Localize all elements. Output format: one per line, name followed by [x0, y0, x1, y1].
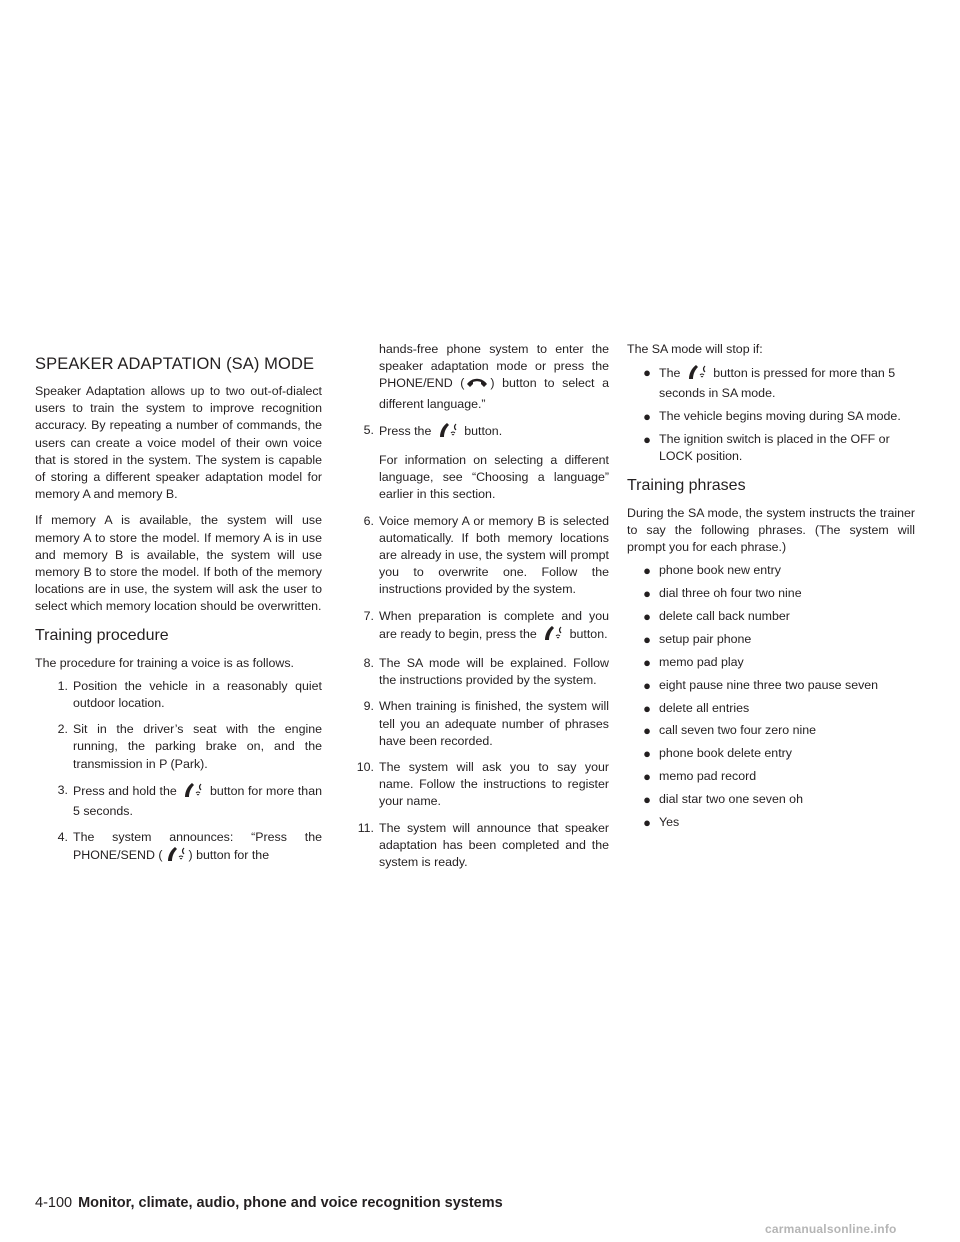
phrase-text: dial three oh four two nine — [659, 586, 802, 601]
step-text: The system will announce that speaker adaptation has been completed and the system is ready. — [379, 820, 609, 870]
phrase-text: memo pad record — [659, 769, 757, 784]
step-number: 7. — [363, 608, 374, 623]
step-text: When training is finished, the system will tell you an adequate number of phrases have been recorded. — [379, 699, 609, 748]
phrase-item — [627, 631, 915, 648]
phrase-item — [627, 722, 915, 739]
step-number: 2. — [57, 722, 68, 737]
step-1 — [35, 678, 322, 712]
stop-condition-2 — [627, 408, 915, 425]
stop-condition-1 — [627, 364, 915, 402]
phrase-item — [627, 562, 915, 579]
phone-talk-icon — [165, 846, 187, 867]
phrase-item — [627, 791, 915, 808]
step-text-part: hands-free phone system to enter the speaker adaptation mode or press the PHONE/END ( — [379, 342, 609, 391]
bullet-icon: ● — [643, 586, 651, 602]
phrases-intro: During the SA mode, the system instructs the trainer to say the following phrases. (The system will prompt you for each phrase.) — [627, 505, 915, 554]
step-2 — [35, 721, 322, 773]
section-heading: SPEAKER ADAPTATION (SA) MODE — [35, 355, 315, 373]
step-text-part: button for more than 5 seconds. — [73, 783, 322, 819]
phrase-text: phone book new entry — [659, 563, 781, 578]
step-text-part: ) button to select a different language.” — [379, 376, 609, 411]
step-number: 4. — [57, 830, 68, 845]
step-6 — [341, 513, 609, 599]
bullet-icon: ● — [643, 631, 651, 647]
phrase-text: phone book delete entry — [659, 746, 792, 761]
step-number: 3. — [57, 782, 68, 797]
bullet-icon: ● — [643, 432, 651, 448]
step-text-part: button. — [569, 626, 608, 641]
phrase-item — [627, 745, 915, 762]
bullet-icon: ● — [643, 792, 651, 808]
phrase-item — [627, 677, 915, 694]
phrase-item — [627, 768, 915, 785]
phone-talk-icon — [686, 364, 708, 385]
step-text — [379, 422, 609, 443]
bullet-text — [659, 364, 915, 402]
phrase-text: memo pad play — [659, 654, 744, 669]
step-4-continued — [341, 341, 609, 413]
phrase-text: call seven two four zero nine — [659, 723, 817, 738]
bullet-text: The ignition switch is placed in the OFF or LOCK position. — [659, 432, 890, 464]
phone-end-icon — [466, 376, 488, 395]
watermark: carmanualsonline.info — [765, 1222, 897, 1236]
step-text: The system will ask you to say your name. Follow the instructions to register your name. — [379, 760, 609, 809]
column-left — [35, 354, 322, 877]
phone-talk-icon — [182, 782, 204, 803]
step-text: Position the vehicle in a reasonably quiet outdoor location. — [73, 678, 322, 711]
stop-intro: The SA mode will stop if: — [627, 342, 763, 356]
bullet-icon: ● — [643, 769, 651, 785]
bullet-icon: ● — [643, 815, 651, 830]
bullet-icon: ● — [643, 746, 651, 762]
step-number: 6. — [363, 513, 374, 528]
phrase-item — [627, 814, 915, 831]
page-footer — [35, 1194, 503, 1212]
phrase-text: Yes — [659, 815, 680, 829]
step-text — [73, 782, 322, 820]
step-number: 11. — [357, 820, 374, 835]
phone-talk-icon — [437, 422, 459, 443]
step-text: Sit in the driver’s seat with the engine running, the parking brake on, and the transmission in P (Park). — [73, 722, 322, 771]
phrase-text: delete all entries — [659, 700, 750, 715]
bullet-icon: ● — [643, 409, 651, 425]
stop-condition-3 — [627, 431, 915, 465]
step-number: 10. — [356, 760, 374, 775]
step-text-part: Press and hold the — [73, 783, 177, 798]
bullet-icon: ● — [643, 608, 651, 624]
step-4 — [35, 829, 322, 867]
step-11 — [341, 820, 609, 872]
step-3 — [35, 782, 322, 820]
step-text-part: button. — [464, 423, 503, 438]
step-9 — [341, 698, 609, 750]
step-number: 1. — [57, 678, 68, 693]
step-text: Voice memory A or memory B is selected automatically. If both memory locations are already in use, the system will prompt you to overwrite one. Follow the instructions provided by the system. — [379, 513, 609, 597]
step-number: 5. — [363, 422, 374, 437]
column-middle — [341, 342, 609, 880]
chapter-title: Monitor, climate, audio, phone and voice recognition systems — [78, 1195, 503, 1211]
step-number: 9. — [363, 699, 374, 714]
bullet-icon: ● — [643, 563, 651, 579]
step-text — [73, 829, 322, 867]
step-7 — [341, 608, 609, 646]
bullet-icon: ● — [643, 677, 651, 693]
phrase-item — [627, 700, 915, 717]
bullet-text-part: The — [659, 366, 681, 381]
bullet-icon: ● — [643, 365, 651, 381]
memory-paragraph: If memory A is available, the system will use memory A to store the model. If memory A is in use and memory B is available, the system will use memory B to store the model. If both of the memory locations are in use, the system will ask the user to select which memory location should be overwritten. — [35, 513, 322, 614]
step-8 — [341, 655, 609, 689]
column-right — [627, 342, 915, 837]
intro-paragraph: Speaker Adaptation allows up to two out-of-dialect users to train the system to improve recognition accuracy. By repeating a number of commands, the users can create a voice model of their own voice that is stored in the system. The system is capable of storing a different speaker adaptation model for memory A and memory B. — [35, 384, 322, 502]
phrase-item — [627, 585, 915, 602]
step-5-info: For information on selecting a different language, see “Choosing a language” earlier in this section. — [379, 453, 609, 502]
phrase-text: dial star two one seven oh — [659, 792, 803, 807]
phrase-text: setup pair phone — [659, 631, 752, 646]
step-5 — [341, 422, 609, 443]
step-text-part: When preparation is complete and you are ready to begin, press the — [379, 608, 609, 641]
phrase-text: delete call back number — [659, 608, 790, 623]
bullet-text: The vehicle begins moving during SA mode. — [659, 409, 901, 424]
step-text-part: Press the — [379, 423, 432, 438]
phrase-text: eight pause nine three two pause seven — [659, 677, 879, 692]
phrase-list — [627, 562, 915, 831]
step-text-part: ) button for the — [188, 848, 270, 863]
bullet-icon: ● — [643, 723, 651, 739]
training-intro: The procedure for training a voice is as follows. — [35, 655, 294, 670]
page-number: 4-100 — [35, 1195, 73, 1211]
step-number: 8. — [363, 656, 374, 671]
phone-talk-icon — [542, 625, 564, 646]
training-procedure-heading: Training procedure — [35, 626, 169, 644]
bullet-icon: ● — [643, 700, 651, 716]
step-text-part: The system announces: “Press the PHONE/SEND ( — [73, 830, 322, 863]
bullet-text-part: button is pressed for more than 5 seconds in SA mode. — [659, 366, 896, 401]
step-text: The SA mode will be explained. Follow the instructions provided by the system. — [379, 656, 609, 688]
phrase-item — [627, 608, 915, 625]
phrase-item — [627, 654, 915, 671]
step-text — [379, 608, 609, 646]
bullet-icon: ● — [643, 654, 651, 670]
step-10 — [341, 759, 609, 811]
training-phrases-heading: Training phrases — [627, 476, 746, 494]
